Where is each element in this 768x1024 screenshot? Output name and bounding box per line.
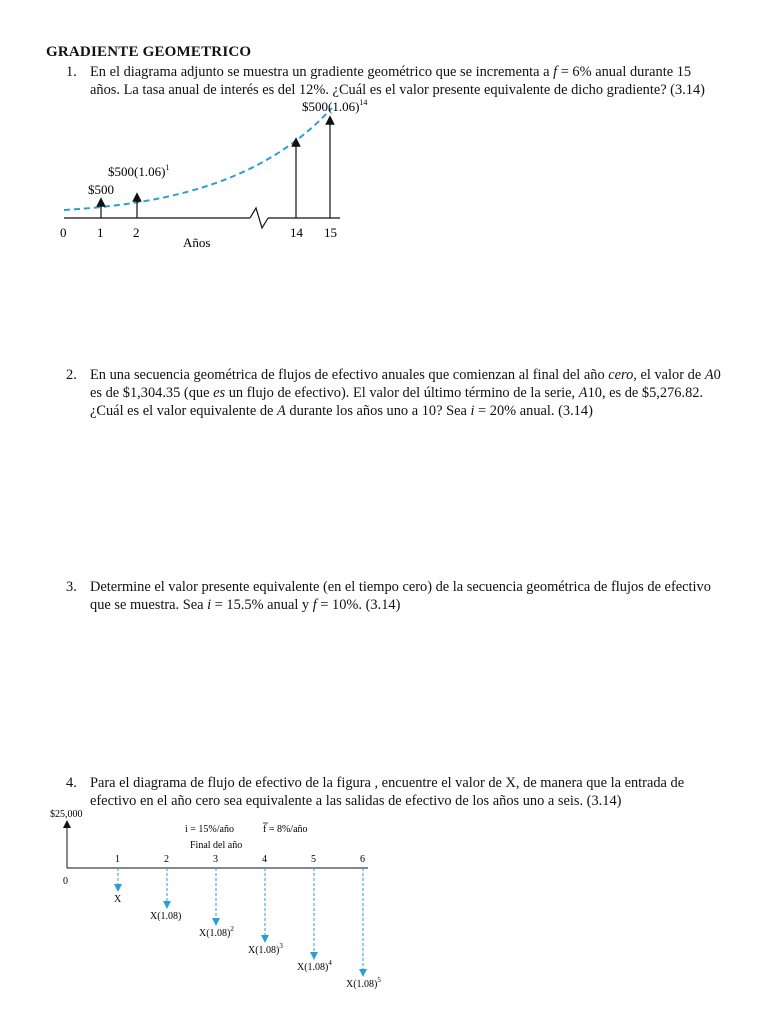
problem-text: En una secuencia geométrica de flujos de efectivo anuales que comienzan al final del año cero, el valor de A0 es de $1,304.35 (que es un flujo de efectivo). El valor del último término de la serie, A10, es de $5,276.82. ¿Cuál es el valor equivalente de A durante los años uno a 10? Sea i = 20% anual. (3.14) [90,367,721,419]
problem-text: Para el diagrama de flujo de efectivo de la figura , encuentre el valor de X, de manera que la entrada de efectivo en el año cero sea equivalente a las salidas de efectivo de los años uno a seis. (3.14) [90,775,685,809]
year-ticks [115,854,365,865]
axis-label: Años [183,235,211,250]
tick-label: 5 [311,854,316,865]
tick-label: 6 [360,854,365,865]
page-title: GRADIENTE GEOMETRICO [46,44,252,60]
outflow-arrows [114,868,381,990]
tick-label: 1 [97,225,104,240]
tick-label: 1 [115,854,120,865]
inflow-label: $25,000 [50,809,83,820]
problem-text: Determine el valor presente equivalente (en el tiempo cero) de la secuencia geométrica de flujos de efectivo que se muestra. Sea i = 15.5% anual y f = 10%. (3.14) [90,579,711,613]
tick-label: 2 [164,854,169,865]
problem-1 [66,63,722,99]
problem-number: 1. [66,64,77,80]
rate-f: f = 8%/año [263,824,308,835]
cash-flow-diagram [40,806,400,990]
outflow-label: $X(1.08)^4$ [297,959,332,973]
problem-number: 4. [66,775,77,791]
tick-label: 3 [213,854,218,865]
outflow-label: $X(1.08)^5$ [346,976,381,990]
axis-break [250,208,268,228]
problem-text: En el diagrama adjunto se muestra un gradiente geométrico que se incrementa a f = 6% anual durante 15 años. La tasa anual de interés es del 12%. ¿Cuál es el valor presente equivalente de dicho gradiente? (3.14) [90,64,705,98]
rate-i: i = 15%/año [185,824,234,835]
tick-label: 14 [290,225,303,240]
outflow-label: $X(1.08)^2$ [199,925,234,939]
tick-label: 0 [63,876,68,887]
axis-title: Final del año [190,840,243,851]
outflow-label: X(1.08) [150,911,182,922]
outflow-label: $X(1.08)^3$ [248,942,283,956]
tick-label: 0 [60,225,67,240]
tick-label: 2 [133,225,140,240]
problem-number: 3. [66,579,77,595]
problem-2 [66,366,722,420]
label-year-15: $\$500(1.06)^{14}$ [302,98,368,114]
tick-label: 4 [262,854,267,865]
problem-4 [66,774,722,810]
problem-number: 2. [66,367,77,383]
problem-3 [66,578,722,614]
label-year-2: $\$500(1.06)^1$ [108,163,170,179]
geometric-gradient-diagram [40,96,370,256]
label-year-1: $500 [88,182,114,197]
tick-label: 15 [324,225,337,240]
outflow-label: X [114,894,122,905]
